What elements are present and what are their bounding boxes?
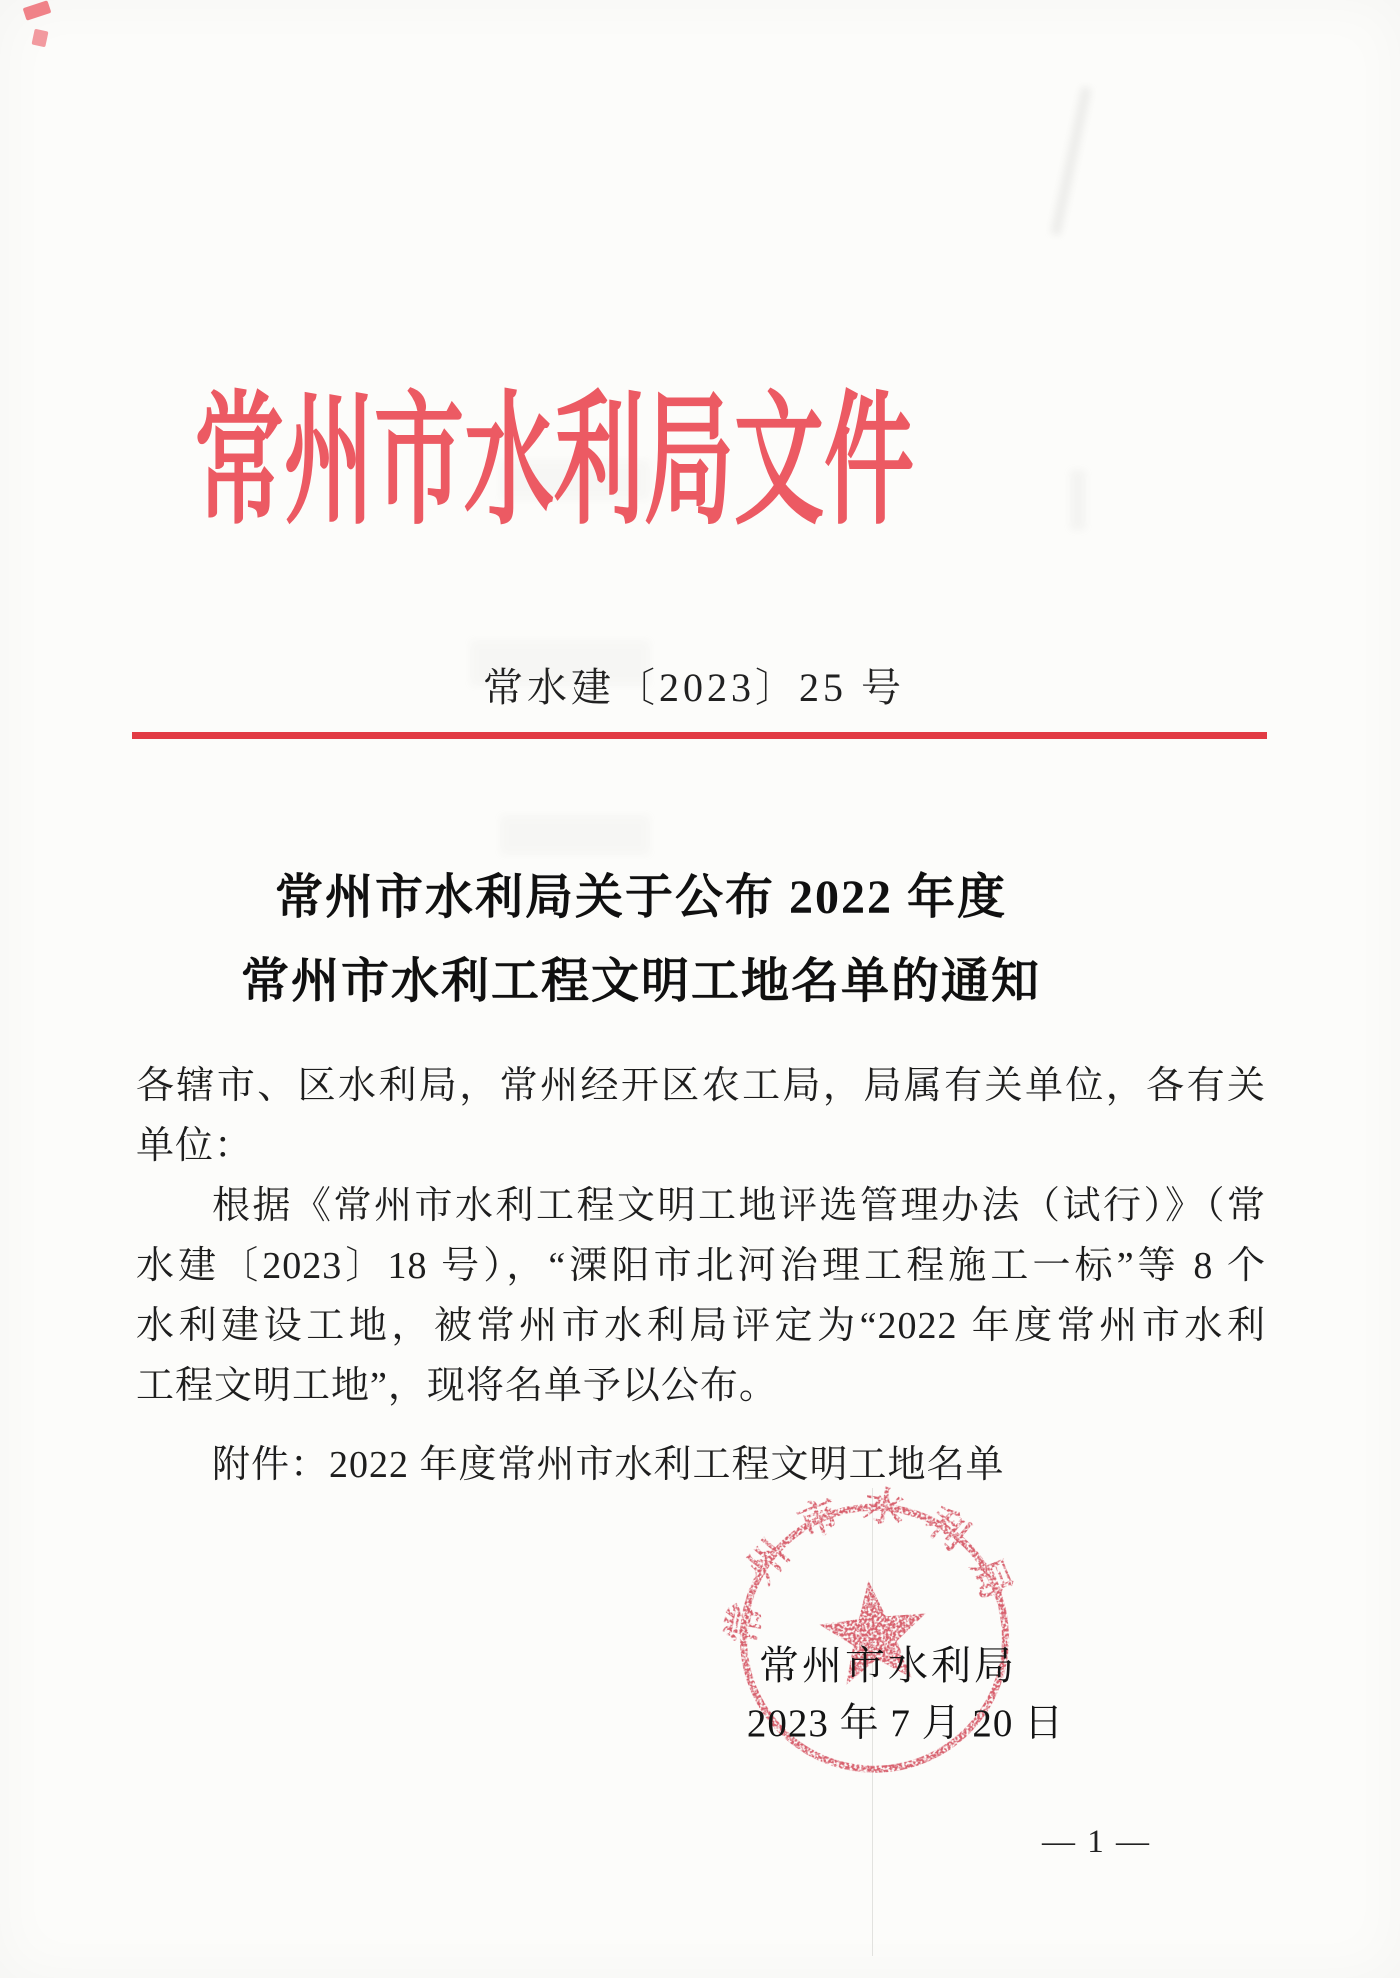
attachment-line: 附件：2022 年度常州市水利工程文明工地名单 (212, 1444, 1005, 1486)
scan-artifact (1051, 87, 1092, 236)
document-number: 常水建〔2023〕25 号 (483, 665, 905, 710)
agency-letterhead-title: 常州市水利局文件 (194, 384, 914, 543)
body-line: 根据《常州市水利工程文明工地评选管理办法（试行）》（常 (212, 1185, 1266, 1227)
notice-title-line2: 常州市水利工程文明工地名单的通知 (240, 955, 1041, 1008)
notice-title (0, 856, 1282, 1024)
red-separator-rule (132, 732, 1267, 739)
notice-title-line1: 常州市水利局关于公布 2022 年度 (274, 871, 1007, 924)
salutation-line: 各辖市、区水利局，常州经开区农工局，局属有关单位，各有关 (136, 1065, 1266, 1107)
signature-date: 2023 年 7 月 20 日 (746, 1702, 1065, 1745)
scan-artifact (500, 815, 650, 855)
page-number: — 1 — (1042, 1824, 1151, 1860)
signature-agency: 常州市水利局 (759, 1643, 1017, 1688)
salutation-line: 单位： (136, 1125, 254, 1167)
body-line: 水建〔2023〕18 号），“溧阳市北河治理工程施工一标”等 8 个 (136, 1245, 1266, 1287)
body-line: 工程文明工地”，现将名单予以公布。 (136, 1365, 778, 1407)
seal-arc-text: 常州市水利局 (718, 1481, 1028, 1648)
scan-artifact (31, 29, 48, 48)
body-line: 水利建设工地，被常州市水利局评定为“2022 年度常州市水利 (136, 1305, 1266, 1347)
scan-artifact (23, 0, 52, 20)
document-body (136, 1056, 1266, 1495)
